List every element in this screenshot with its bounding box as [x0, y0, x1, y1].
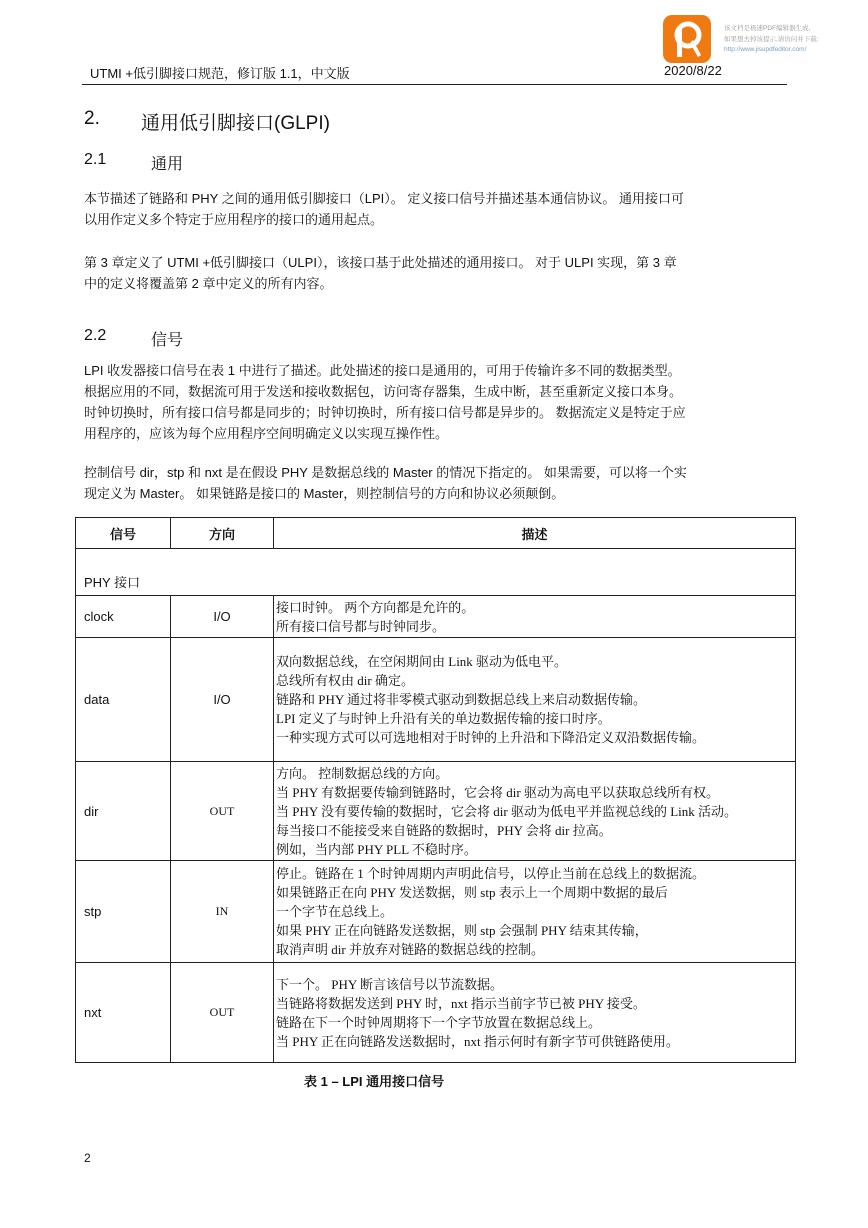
description-line: 例如，当内部 PHY PLL 不稳时序。 — [276, 841, 477, 857]
description-line: 停止。链路在 1 个时钟周期内声明此信号，以停止当前在总线上的数据流。 — [276, 866, 706, 881]
description-line: 如果 PHY 正在向链路发送数据，则 stp 会强制 PHY 结束其传输， — [276, 923, 648, 938]
paragraph-2 — [84, 252, 774, 294]
signal-cell: stp — [76, 861, 171, 963]
description-line: 链路在下一个时钟周期将下一个字节放置在数据总线上。 — [276, 1014, 602, 1030]
table-row — [76, 596, 796, 638]
paragraph-line: 用程序的，应该为每个应用程序空间明确定义以实现互操作性。 — [84, 426, 449, 441]
description-line: 当 PHY 有数据要传输到链路时，它会将 dir 驱动为高电平以获取总线所有权。 — [276, 784, 719, 800]
paragraph-4 — [84, 462, 774, 504]
description-line: 总线所有权由 dir 确定。 — [276, 673, 414, 688]
header-description: 描述 — [274, 518, 796, 549]
direction-cell: I/O — [171, 596, 274, 638]
description-line: 一个字节在总线上。 — [276, 904, 394, 919]
page-number: 2 — [84, 1151, 91, 1165]
table-row — [76, 762, 796, 861]
description-line: 双向数据总线，在空闲期间由 Link 驱动为低电平。 — [276, 654, 568, 669]
direction-cell: IN — [171, 861, 274, 963]
section-number: 2. — [84, 108, 100, 129]
description-cell — [274, 963, 796, 1063]
subsection-2-number: 2.2 — [84, 327, 107, 344]
paragraph-line: 以用作定义多个特定于应用程序的接口的通用起点。 — [84, 212, 384, 227]
paragraph-1 — [84, 188, 774, 230]
paragraph-line: LPI 收发器接口信号在表 1 中进行了描述。此处描述的接口是通用的，可用于传输许多不同的数据类型。 — [84, 363, 681, 378]
signal-cell: nxt — [76, 963, 171, 1063]
subsection-2-title: 信号 — [151, 332, 184, 349]
direction-cell: I/O — [171, 638, 274, 762]
description-line: 每当接口不能接受来自链路的数据时，PHY 会将 dir 拉高。 — [276, 822, 612, 838]
description-line: 一种实现方式可以可选地相对于时钟的上升沿和下降沿定义双沿数据传输。 — [276, 730, 706, 745]
description-line: 如果链路正在向 PHY 发送数据，则 stp 表示上一个周期中数据的最后 — [276, 885, 668, 900]
paragraph-line: 第 3 章定义了 UTMI +低引脚接口（ULPI），该接口基于此处描述的通用接口。 对于 ULPI 实现，第 3 章 — [84, 255, 677, 270]
signal-cell: dir — [76, 762, 171, 861]
header-signal: 信号 — [76, 518, 171, 549]
header-direction: 方向 — [171, 518, 274, 549]
description-line: 取消声明 dir 并放弃对链路的数据总线的控制。 — [276, 942, 544, 957]
section-title: 通用低引脚接口(GLPI) — [141, 113, 330, 134]
header-doc-title: UTMI +低引脚接口规范，修订版 1.1，中文版 — [90, 66, 350, 81]
table-row — [76, 963, 796, 1063]
paragraph-3 — [84, 360, 774, 444]
description-cell — [274, 596, 796, 638]
table-row — [76, 861, 796, 963]
paragraph-line: 控制信号 dir，stp 和 nxt 是在假设 PHY 是数据总线的 Master 的情况下指定的。 如果需要，可以将一个实 — [84, 465, 687, 480]
description-cell — [274, 762, 796, 861]
subsection-1-title: 通用 — [151, 156, 184, 173]
description-line: 所有接口信号都与时钟同步。 — [276, 618, 446, 634]
watermark-line-1: 该文档是极速PDF编辑器生成, — [724, 25, 811, 32]
table-header-row — [76, 518, 796, 549]
watermark-line-2: 如果想去掉该提示,请访问并下载: — [724, 36, 819, 43]
pdf-editor-logo-icon — [663, 15, 711, 63]
description-line: LPI 定义了与时钟上升沿有关的单边数据传输的接口时序。 — [276, 711, 611, 726]
description-line: 下一个。 PHY 断言该信号以节流数据。 — [276, 976, 504, 992]
paragraph-line: 根据应用的不同，数据流可用于发送和接收数据包，访问寄存器集，生成中断，甚至重新定义接口本身。 — [84, 384, 683, 399]
signal-cell: clock — [76, 596, 171, 638]
description-line: 当链路将数据发送到 PHY 时，nxt 指示当前字节已被 PHY 接受。 — [276, 995, 646, 1011]
direction-cell: OUT — [171, 762, 274, 861]
table-caption: 表 1 – LPI 通用接口信号 — [304, 1074, 445, 1089]
signal-cell: data — [76, 638, 171, 762]
description-line: 当 PHY 正在向链路发送数据时，nxt 指示何时有新字节可供链路使用。 — [276, 1033, 679, 1049]
section-label-phy-interface: PHY 接口 — [76, 549, 796, 596]
table-section-row — [76, 549, 796, 596]
description-line: 当 PHY 没有要传输的数据时，它会将 dir 驱动为低电平并监视总线的 Link 活动。 — [276, 803, 738, 819]
header-rule — [82, 84, 787, 85]
paragraph-line: 本节描述了链路和 PHY 之间的通用低引脚接口（LPI）。 定义接口信号并描述基本通信协议。 通用接口可 — [84, 191, 684, 206]
description-cell — [274, 861, 796, 963]
description-cell — [274, 638, 796, 762]
signal-table — [75, 517, 796, 1063]
header-date: 2020/8/22 — [664, 63, 722, 78]
description-line: 链路和 PHY 通过将非零模式驱动到数据总线上来启动数据传输。 — [276, 692, 647, 707]
table-row — [76, 638, 796, 762]
direction-cell: OUT — [171, 963, 274, 1063]
paragraph-line: 时钟切换时，所有接口信号都是同步的；时钟切换时，所有接口信号都是异步的。 数据流定义是特定于应 — [84, 405, 686, 420]
description-line: 接口时钟。 两个方向都是允许的。 — [276, 599, 475, 615]
paragraph-line: 现定义为 Master。 如果链路是接口的 Master，则控制信号的方向和协议必须颠倒。 — [84, 486, 565, 501]
description-line: 方向。 控制数据总线的方向。 — [276, 765, 449, 781]
subsection-1-number: 2.1 — [84, 151, 107, 168]
watermark-link[interactable]: http://www.jisupdfeditor.com/ — [724, 46, 807, 53]
paragraph-line: 中的定义将覆盖第 2 章中定义的所有内容。 — [84, 276, 333, 291]
